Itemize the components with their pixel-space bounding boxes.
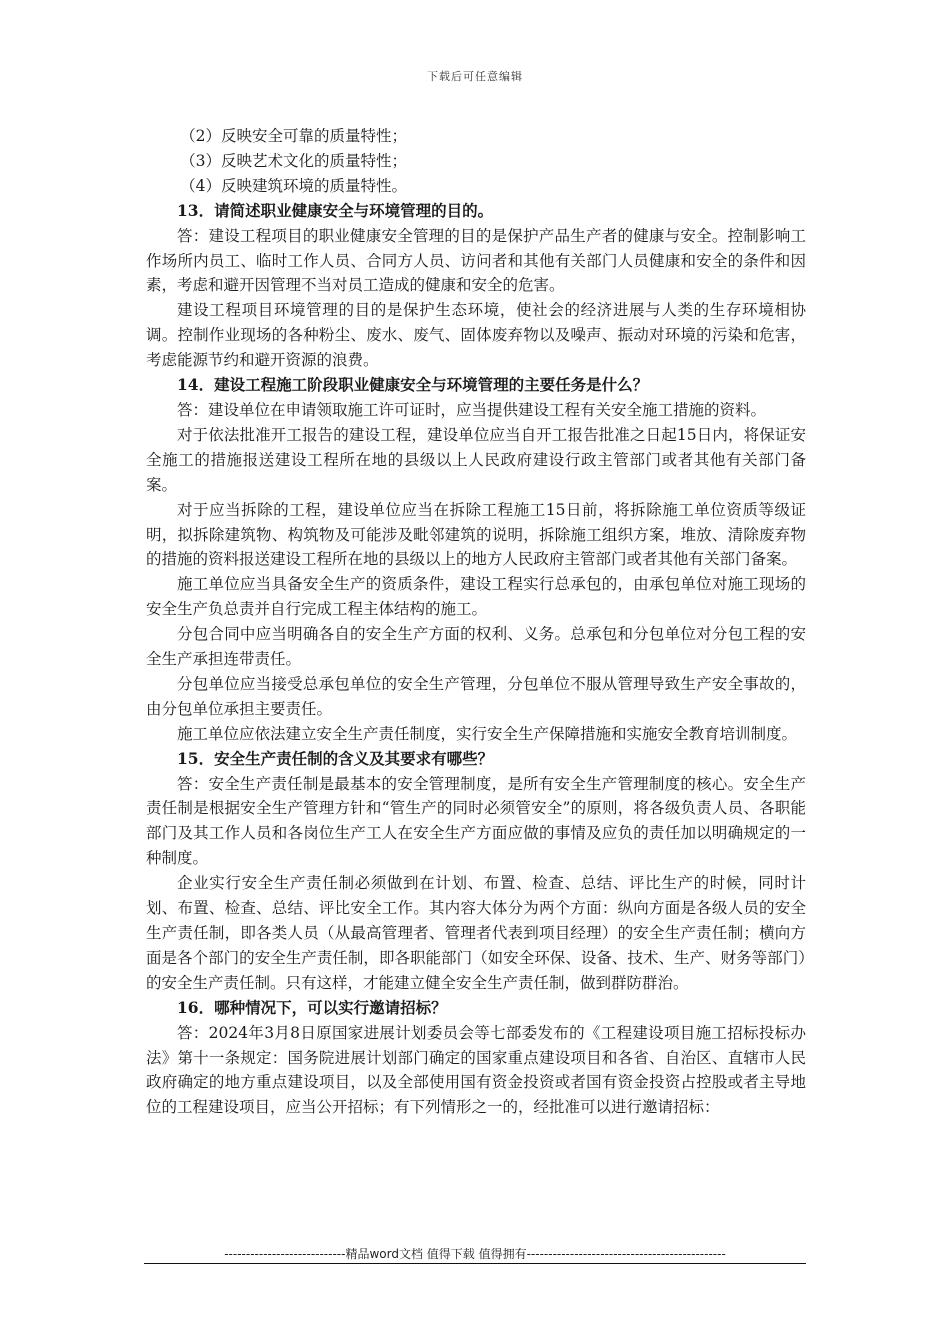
question-heading: 15．安全生产责任制的含义及其要求有哪些？: [177, 748, 494, 768]
page-header: 下载后可任意编辑: [427, 70, 523, 83]
answer-paragraph: 答：建设工程项目的职业健康安全管理的目的是保护产品生产者的健康与安全。控制影响工作场所内员工、临时工作人员、合同方人员、访问者和其他有关部门人员健康和安全的条件和因素，考虑和避开因管理不当对员工造成的健康和安全的危害。: [146, 226, 806, 295]
answer-paragraph: 对于依法批准开工报告的建设工程，建设单位应当自开工报告批准之日起15日内，将保证安全施工的措施报送建设工程所在地的县级以上人民政府建设行政主管部门或者其他有关部门备案。: [146, 425, 806, 494]
question-heading: 14．建设工程施工阶段职业健康安全与环境管理的主要任务是什么？: [177, 375, 649, 395]
answer-paragraph: 施工单位应依法建立安全生产责任制度，实行安全生产保障措施和实施安全教育培训制度。: [177, 724, 798, 743]
list-item: （2）反映安全可靠的质量特性；: [180, 127, 407, 145]
answer-paragraph: 答：安全生产责任制是最基本的安全管理制度，是所有安全生产管理制度的核心。安全生产责任制是根据安全生产管理方针和“管生产的同时必须管安全”的原则，将各级负责人员、各职能部门及其工作人员和各岗位生产工人在安全生产方面应做的事情及应负的责任加以明确规定的一种制度。: [146, 774, 806, 868]
answer-paragraph: 施工单位应当具备安全生产的资质条件，建设工程实行总承包的，由承包单位对施工现场的安全生产负总责并自行完成工程主体结构的施工。: [146, 575, 806, 619]
page-footer: ----------------------------精品word文档 值得下载 值得拥有----------------------------------------------: [224, 1247, 726, 1261]
answer-paragraph: 企业实行安全生产责任制必须做到在计划、布置、检查、总结、评比生产的时候，同时计划、布置、检查、总结、评比安全工作。其内容大体分为两个方面：纵向方面是各级人员的安全生产责任制，即各类人员（从最高管理者、管理者代表到项目经理）的安全生产责任制；横向方面是各个部门的安全生产责任制，即各职能部门（如安全环保、设备、技术、生产、财务等部门）的安全生产责任制。只有这样，才能建立健全安全生产责任制，做到群防群治。: [146, 874, 806, 992]
answer-paragraph: 对于应当拆除的工程，建设单位应当在拆除工程施工15日前，将拆除施工单位资质等级证明，拟拆除建筑物、构筑物及可能涉及毗邻建筑的说明，拆除施工组织方案，堆放、清除废弃物的措施的资料报送建设工程所在地的县级以上的地方人民政府主管部门或者其他有关部门备案。: [146, 500, 806, 569]
footer-rule: [144, 1263, 806, 1264]
question-heading: 16．哪种情况下，可以实行邀请招标？: [177, 997, 447, 1017]
answer-paragraph: 分包合同中应当明确各自的安全生产方面的权利、义务。总承包和分包单位对分包工程的安全生产承担连带责任。: [146, 625, 806, 669]
list-item: （3）反映艺术文化的质量特性；: [180, 151, 407, 170]
answer-paragraph: 建设工程项目环境管理的目的是保护生态环境，使社会的经济进展与人类的生存环境相协调。控制作业现场的各种粉尘、废水、废气、固体废弃物以及噪声、振动对环境的污染和危害，考虑能源节约和避开资源的浪费。: [146, 301, 806, 370]
answer-paragraph: 答：建设单位在申请领取施工许可证时，应当提供建设工程有关安全施工措施的资料。: [177, 400, 767, 419]
question-heading: 13．请简述职业健康安全与环境管理的目的。: [177, 200, 494, 220]
answer-paragraph: 答：2024年3月8日原国家进展计划委员会等七部委发布的《工程建设项目施工招标投标办法》第十一条规定：国务院进展计划部门确定的国家重点建设项目和各省、自治区、直辖市人民政府确定的地方重点建设项目，以及全部使用国有资金投资或者国有资金投资占控股或者主导地位的工程建设项目，应当公开招标；有下列情形之一的，经批准可以进行邀请招标：: [146, 1023, 806, 1117]
list-item: （4）反映建筑环境的质量特性。: [180, 176, 407, 195]
answer-paragraph: 分包单位应当接受总承包单位的安全生产管理，分包单位不服从管理导致生产安全事故的，由分包单位承担主要责任。: [146, 674, 806, 718]
document-body: [146, 124, 806, 1120]
